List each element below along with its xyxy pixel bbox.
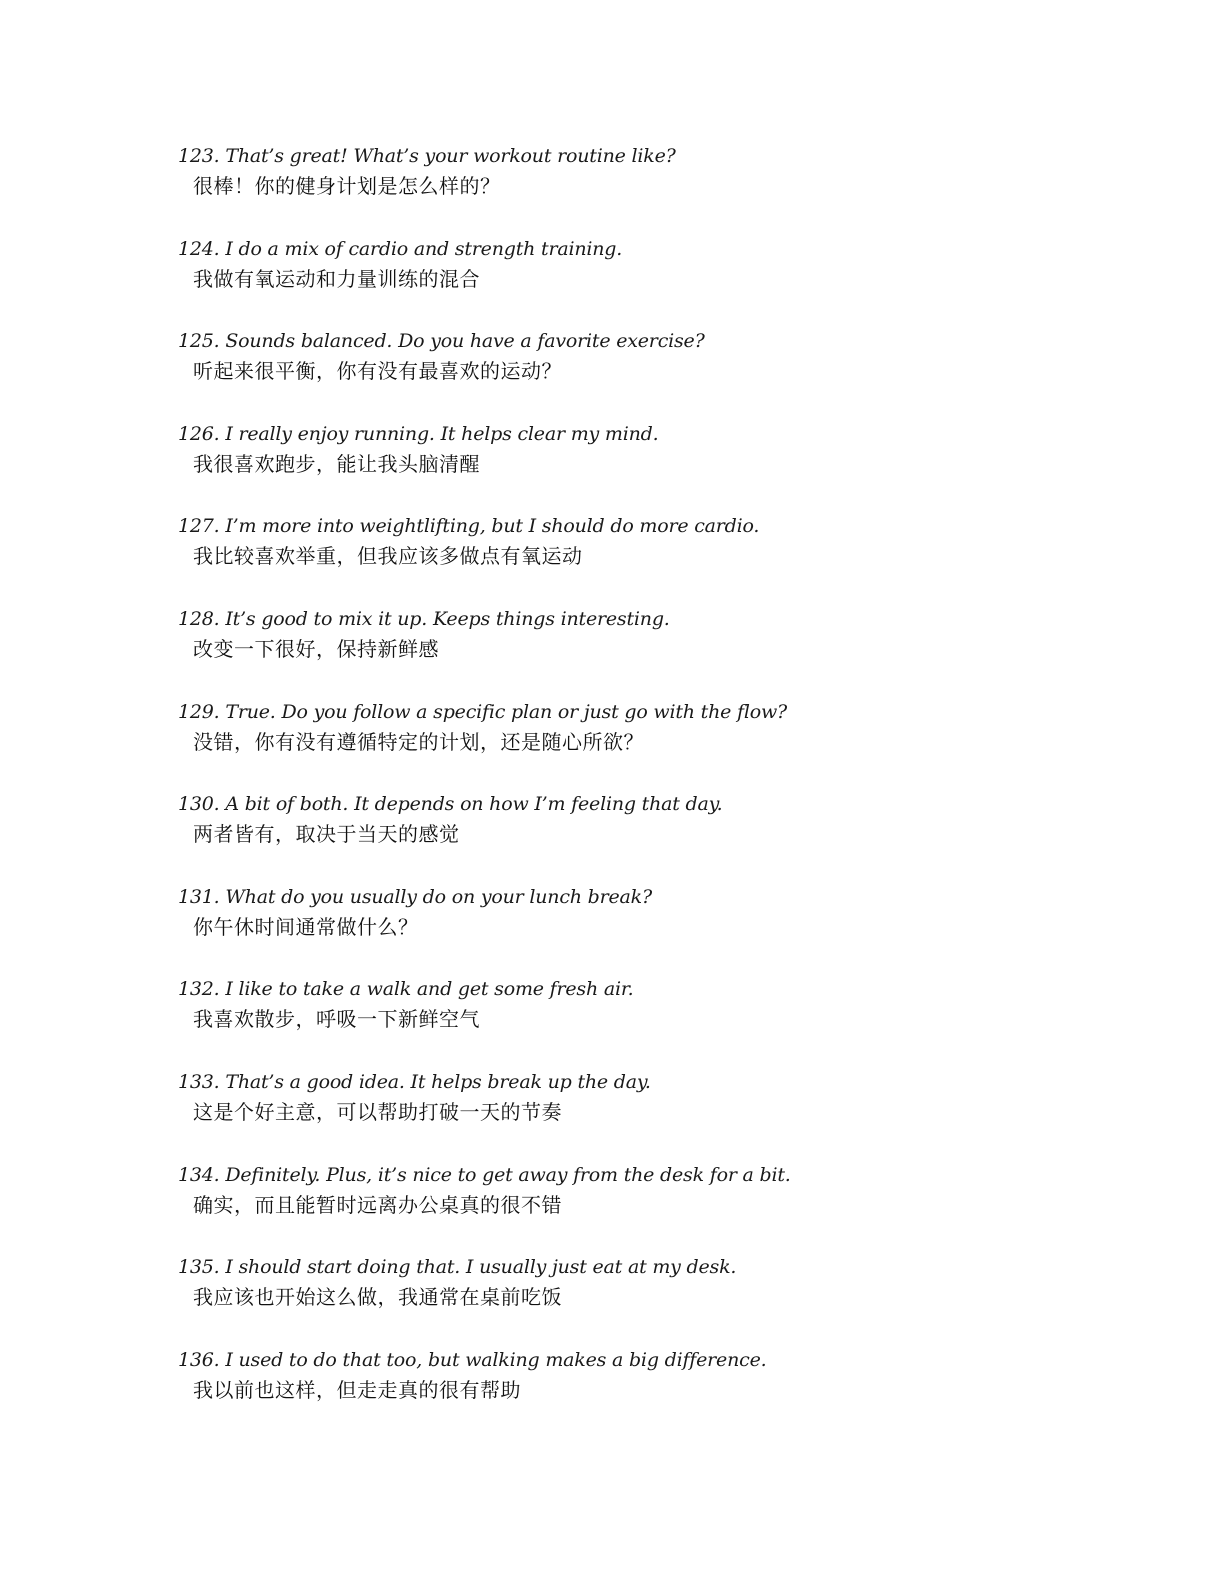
english-line: 135. I should start doing that. I usually just eat at my desk.: [178, 1256, 737, 1279]
dialogue-entry: [178, 790, 1138, 883]
chinese-translation: 我很喜欢跑步，能让我头脑清醒: [193, 451, 480, 476]
english-line: 123. That’s great! What’s your workout routine like?: [178, 145, 676, 167]
chinese-translation: 你午休时间通常做什么？: [193, 914, 419, 939]
chinese-translation: 没错，你有没有遵循特定的计划，还是随心所欲？: [193, 729, 644, 754]
dialogue-entry: [178, 142, 1138, 235]
chinese-translation: 这是个好主意，可以帮助打破一天的节奏: [193, 1099, 562, 1124]
english-line: 134. Definitely. Plus, it’s nice to get away from the desk for a bit.: [178, 1163, 791, 1186]
english-line: 131. What do you usually do on your lunch break?: [178, 885, 652, 908]
chinese-translation: 确实，而且能暂时远离办公桌真的很不错: [193, 1192, 562, 1217]
chinese-translation: 我做有氧运动和力量训练的混合: [193, 266, 480, 291]
english-line: 125. Sounds balanced. Do you have a favorite exercise?: [178, 330, 705, 353]
english-line: 133. That’s a good idea. It helps break up the day.: [178, 1070, 651, 1093]
dialogue-entry: [178, 1161, 1138, 1254]
chinese-translation: 我以前也这样，但走走真的很有帮助: [193, 1377, 521, 1402]
dialogue-entry: [178, 1253, 1138, 1346]
chinese-translation: 我比较喜欢举重，但我应该多做点有氧运动: [193, 544, 583, 569]
dialogue-entry: [178, 1346, 1138, 1439]
dialogue-list: [178, 142, 1138, 1438]
english-line: 128. It’s good to mix it up. Keeps things interesting.: [178, 607, 670, 630]
english-line: 136. I used to do that too, but walking makes a big difference.: [178, 1348, 767, 1371]
dialogue-entry: [178, 512, 1138, 605]
dialogue-entry: [178, 235, 1138, 328]
dialogue-entry: [178, 698, 1138, 791]
dialogue-entry: [178, 327, 1138, 420]
english-line: 126. I really enjoy running. It helps clear my mind.: [178, 422, 659, 445]
english-line: 127. I’m more into weightlifting, but I should do more cardio.: [178, 515, 760, 538]
dialogue-entry: [178, 883, 1138, 976]
dialogue-entry: [178, 420, 1138, 513]
chinese-translation: 我喜欢散步，呼吸一下新鲜空气: [193, 1007, 480, 1032]
chinese-translation: 很棒！你的健身计划是怎么样的？: [193, 174, 501, 198]
english-line: 130. A bit of both. It depends on how I’m feeling that day.: [178, 793, 723, 816]
dialogue-entry: [178, 605, 1138, 698]
english-line: 132. I like to take a walk and get some fresh air.: [178, 978, 634, 1001]
english-line: 124. I do a mix of cardio and strength training.: [178, 237, 623, 260]
chinese-translation: 听起来很平衡，你有没有最喜欢的运动？: [193, 359, 562, 384]
english-line: 129. True. Do you follow a specific plan or just go with the flow?: [178, 700, 788, 723]
chinese-translation: 两者皆有，取决于当天的感觉: [193, 822, 460, 847]
dialogue-entry: [178, 975, 1138, 1068]
chinese-translation: 改变一下很好，保持新鲜感: [193, 636, 439, 661]
dialogue-entry: [178, 1068, 1138, 1161]
chinese-translation: 我应该也开始这么做，我通常在桌前吃饭: [193, 1285, 562, 1310]
